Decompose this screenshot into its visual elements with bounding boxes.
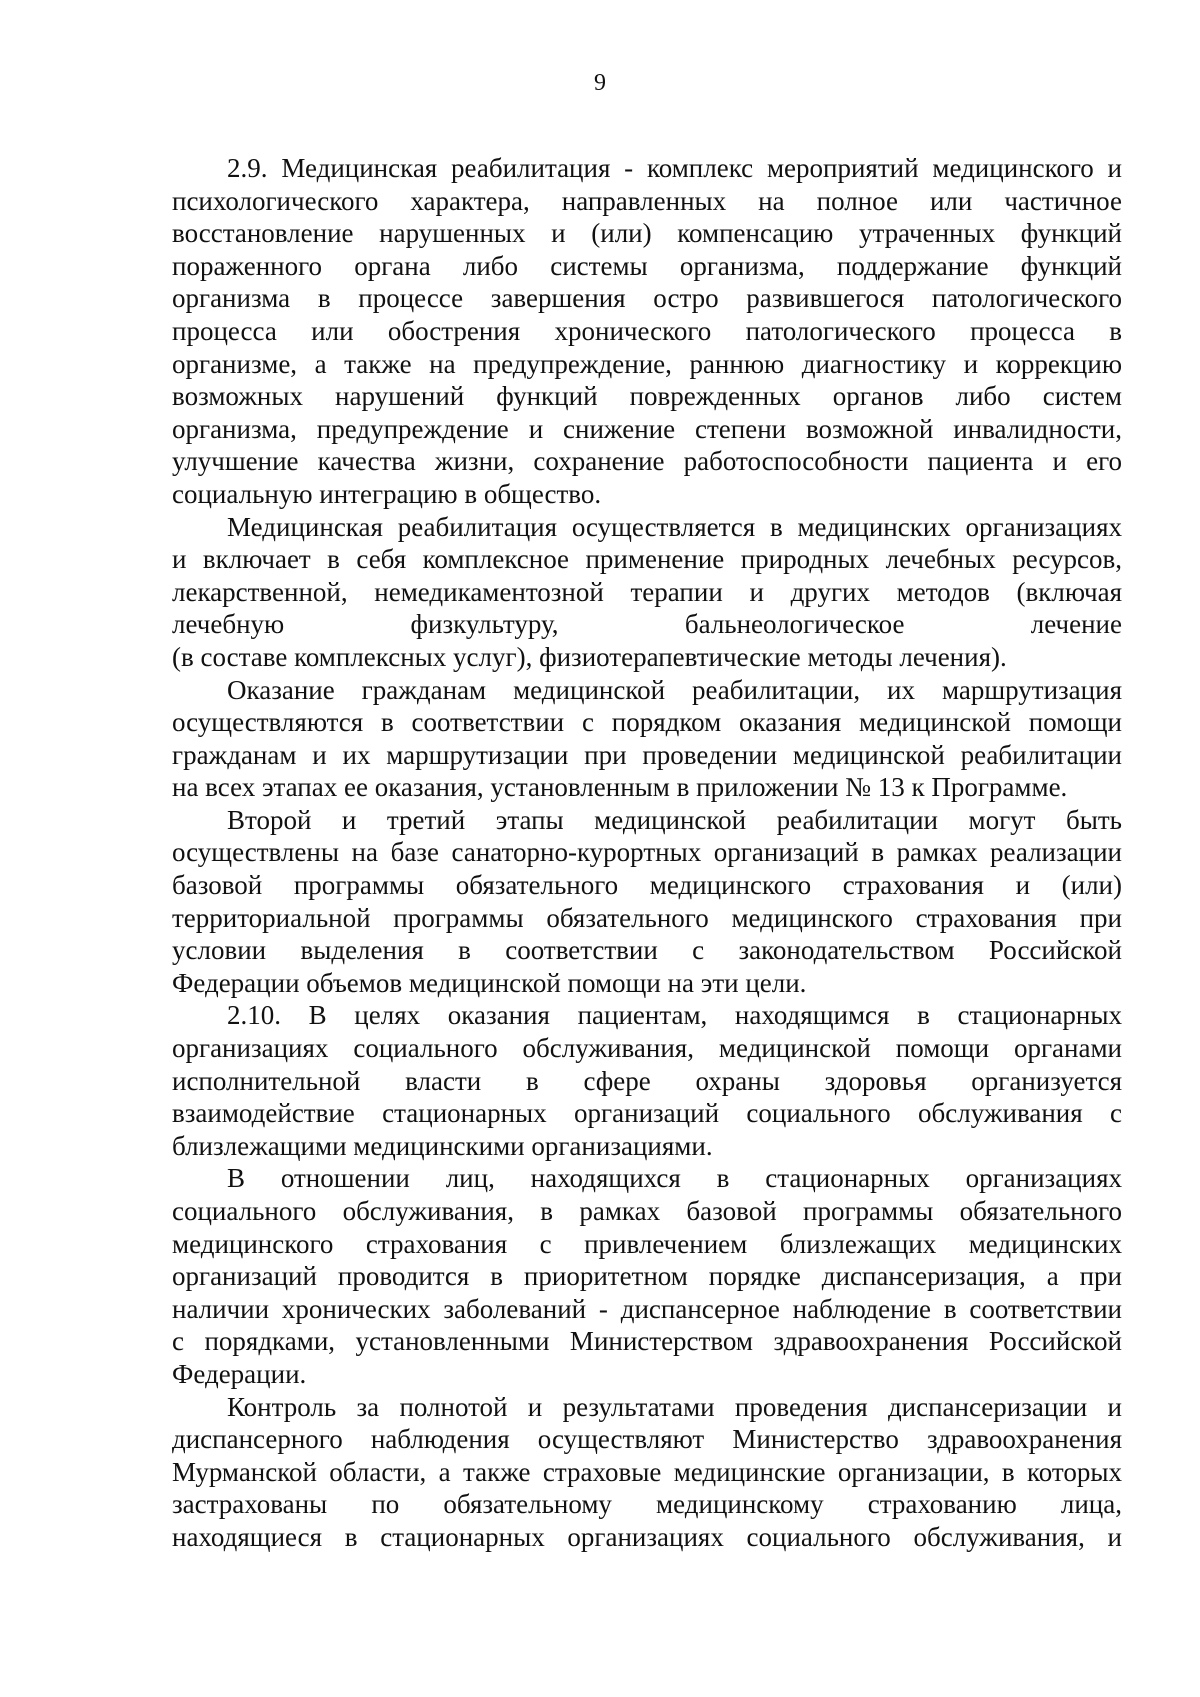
text-line: (в составе комплексных услуг), физиотерапевтические методы лечения).	[172, 641, 1007, 672]
text-line: находящиеся в стационарных организациях социального обслуживания, и	[172, 1521, 1122, 1552]
page-number: 9	[594, 70, 606, 96]
paragraph	[172, 804, 1122, 1000]
text-line: организаций проводится в приоритетном порядке диспансеризация, а при	[172, 1261, 1122, 1292]
text-line: осуществлены на базе санаторно-курортных организаций в рамках реализации	[172, 837, 1122, 868]
text-line: Оказание гражданам медицинской реабилитации, их маршрутизация	[227, 674, 1122, 705]
text-line: наличии хронических заболеваний - диспансерное наблюдение в соответствии	[172, 1293, 1122, 1324]
paragraph	[172, 1391, 1122, 1554]
paragraph	[172, 674, 1122, 804]
text-line: застрахованы по обязательному медицинскому страхованию лица,	[172, 1489, 1122, 1520]
text-line: возможных нарушений функций поврежденных органов либо систем	[172, 381, 1122, 412]
document-body	[172, 152, 1122, 1554]
text-line: 2.10. В целях оказания пациентам, находящимся в стационарных	[227, 1000, 1122, 1031]
text-line: территориальной программы обязательного медицинского страхования при	[172, 902, 1122, 933]
text-line: осуществляются в соответствии с порядком оказания медицинской помощи	[172, 707, 1122, 738]
text-line: лечебную физкультуру, бальнеологическое лечение	[172, 609, 1122, 640]
text-line: диспансерного наблюдения осуществляют Министерство здравоохранения	[172, 1424, 1122, 1455]
paragraph	[172, 1162, 1122, 1390]
text-line: организма в процессе завершения остро развившегося патологического	[172, 283, 1122, 314]
text-line: 2.9. Медицинская реабилитация - комплекс мероприятий медицинского и	[227, 153, 1122, 183]
paragraph	[172, 999, 1122, 1162]
text-line: социальную интеграцию в общество.	[172, 478, 602, 509]
text-line: организма, предупреждение и снижение степени возможной инвалидности,	[172, 413, 1122, 444]
text-line: и включает в себя комплексное применение природных лечебных ресурсов,	[172, 544, 1122, 575]
text-line: Федерации.	[172, 1358, 307, 1389]
text-line: процесса или обострения хронического патологического процесса в	[172, 315, 1122, 346]
text-line: организме, а также на предупреждение, раннюю диагностику и коррекцию	[172, 348, 1122, 379]
text-line: исполнительной власти в сфере охраны здоровья организуется	[172, 1065, 1122, 1096]
text-line: Мурманской области, а также страховые медицинские организации, в которых	[172, 1456, 1122, 1487]
text-line: базовой программы обязательного медицинского страхования и (или)	[172, 870, 1122, 901]
text-line: Медицинская реабилитация осуществляется в медицинских организациях	[227, 511, 1122, 542]
text-line: близлежащими медицинскими организациями.	[172, 1130, 713, 1161]
text-line: пораженного органа либо системы организма, поддержание функций	[172, 250, 1122, 281]
text-line: улучшение качества жизни, сохранение работоспособности пациента и его	[172, 446, 1122, 477]
text-line: организациях социального обслуживания, медицинской помощи органами	[172, 1033, 1122, 1064]
text-line: В отношении лиц, находящихся в стационарных организациях	[227, 1163, 1122, 1194]
text-line: на всех этапах ее оказания, установленным в приложении № 13 к Программе.	[172, 772, 1068, 803]
paragraph	[172, 511, 1122, 674]
text-line: социального обслуживания, в рамках базовой программы обязательного	[172, 1196, 1122, 1226]
text-line: Второй и третий этапы медицинской реабилитации могут быть	[227, 804, 1122, 835]
text-line: психологического характера, направленных на полное или частичное	[172, 185, 1122, 216]
text-line: условии выделения в соответствии с законодательством Российской	[172, 935, 1122, 966]
text-line: взаимодействие стационарных организаций социального обслуживания с	[172, 1098, 1122, 1129]
text-line: Контроль за полнотой и результатами проведения диспансеризации и	[227, 1391, 1122, 1422]
text-line: восстановление нарушенных и (или) компенсацию утраченных функций	[172, 218, 1122, 249]
text-line: с порядками, установленными Министерством здравоохранения Российской	[172, 1326, 1122, 1357]
text-line: лекарственной, немедикаментозной терапии и других методов (включая	[172, 576, 1122, 607]
text-line: Федерации объемов медицинской помощи на эти цели.	[172, 967, 807, 998]
text-line: медицинского страхования с привлечением близлежащих медицинских	[172, 1228, 1122, 1259]
text-line: гражданам и их маршрутизации при проведении медицинской реабилитации	[172, 739, 1122, 770]
paragraph	[172, 152, 1122, 511]
